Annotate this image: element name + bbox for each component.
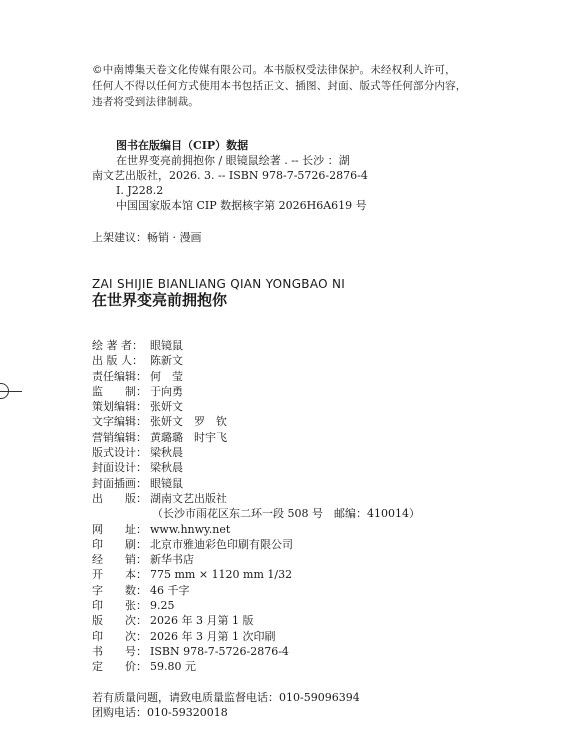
credit-value: 于向勇 (150, 384, 183, 398)
credit-label: 字 数： (92, 583, 147, 597)
registration-mark-line (0, 391, 22, 392)
credit-label: 网 址： (92, 522, 147, 536)
credit-value: 59.80 元 (150, 660, 196, 674)
credit-value: 眼镜鼠 (150, 339, 183, 352)
credit-label: 绘 著 者： (92, 339, 143, 352)
credit-label: 版式设计： (92, 446, 147, 460)
credit-value: 2026 年 3 月第 1 次印刷 (150, 629, 276, 643)
credit-value: 眼镜鼠 (150, 476, 183, 490)
copyright-line: 任何人不得以任何方式使用本书包括正文、插图、封面、版式等任何部分内容， (92, 80, 467, 92)
group-purchase-phone: 团购电话：010-59320018 (92, 706, 228, 719)
credit-row (92, 659, 502, 674)
credit-row (92, 613, 502, 628)
credit-value: 46 千字 (150, 583, 190, 597)
cip-line: 南文艺出版社，2026. 3. -- ISBN 978-7-5726-2876-4 (92, 169, 368, 182)
credit-row (92, 430, 502, 445)
credit-row (92, 629, 502, 644)
credit-value: （长沙市雨花区东二环一段 508 号 邮编：410014） (152, 507, 420, 521)
copyright-line: 违者将受到法律制裁。 (92, 96, 199, 108)
credit-label: 监 制： (92, 384, 147, 398)
credit-value: 黄璐璐 时宇飞 (150, 430, 227, 444)
copyright-line: ©中南博集天卷文化传媒有限公司。本书版权受法律保护。未经权利人许可， (92, 64, 456, 76)
credit-label: 经 销： (92, 553, 147, 567)
credit-row (92, 369, 502, 384)
credit-label: 封面设计： (92, 461, 147, 475)
credit-row (92, 491, 502, 506)
credit-label: 营销编辑： (92, 430, 147, 444)
quality-phone: 若有质量问题，请致电质量监督电话：010-59096394 (92, 691, 360, 704)
credit-value: 张妍文 (150, 400, 183, 414)
credit-value: 775 mm × 1120 mm 1/32 (150, 568, 293, 582)
credit-label: 印 张： (92, 599, 147, 613)
credit-label: 印 刷： (92, 537, 147, 551)
credit-row (92, 552, 502, 567)
cip-line: Ⅰ. J228.2 (116, 184, 164, 197)
credit-value: www.hnwy.net (150, 522, 231, 536)
credit-row (92, 644, 502, 659)
credit-label: 定 价： (92, 660, 147, 674)
credit-row (92, 583, 502, 598)
credit-row (92, 476, 502, 491)
credit-row (92, 598, 502, 613)
credit-row (92, 414, 502, 429)
credit-value: ISBN 978-7-5726-2876-4 (150, 644, 289, 658)
credit-label: 策划编辑： (92, 400, 147, 414)
credit-row (92, 399, 502, 414)
credit-label: 封面插画： (92, 476, 147, 490)
credit-row-address (92, 506, 502, 521)
credit-label: 版 次： (92, 614, 147, 628)
credit-row (92, 384, 502, 399)
cip-line: 在世界变亮前拥抱你 / 眼镜鼠绘著 . -- 长沙 ：湖 (116, 154, 350, 167)
credit-label: 印 次： (92, 629, 147, 643)
copyright-notice (92, 62, 502, 110)
credit-row (92, 567, 502, 582)
credit-row (92, 353, 502, 368)
credit-value: 新华书店 (150, 553, 194, 567)
credit-value: 北京市雅迪彩色印刷有限公司 (150, 537, 293, 551)
credit-value: 何 莹 (150, 369, 183, 383)
cip-data (92, 138, 502, 213)
credit-value: 湖南文艺出版社 (150, 491, 227, 505)
credit-value: 2026 年 3 月第 1 版 (150, 614, 254, 628)
credit-row (92, 445, 502, 460)
credit-value: 张妍文 罗 钦 (150, 415, 227, 429)
credit-value: 梁秋晨 (150, 446, 183, 460)
credits-list (92, 338, 502, 675)
credit-row (92, 338, 502, 353)
shelf-suggestion: 上架建议：畅销 · 漫画 (92, 231, 202, 244)
credit-row (92, 460, 502, 475)
contact-info (92, 690, 502, 720)
credit-label: 责任编辑： (92, 369, 147, 383)
book-title: 在世界变亮前拥抱你 (92, 291, 228, 309)
credit-value: 9.25 (150, 599, 175, 613)
credit-value: 梁秋晨 (150, 461, 183, 475)
credit-label: 出 版 人： (92, 354, 143, 368)
credit-row (92, 522, 502, 537)
credit-value: 陈新文 (150, 354, 183, 368)
credit-label: 出 版： (92, 491, 147, 505)
cip-line: 中国国家版本馆 CIP 数据核字第 2026H6A619 号 (116, 199, 367, 212)
credit-label: 开 本： (92, 568, 147, 582)
title-pinyin: ZAI SHIJIE BIANLIANG QIAN YONGBAO NI (92, 277, 346, 291)
cip-heading: 图书在版编目（CIP）数据 (116, 139, 249, 152)
credit-row (92, 537, 502, 552)
credit-label: 书 号： (92, 644, 147, 658)
credit-label: 文字编辑： (92, 415, 147, 429)
